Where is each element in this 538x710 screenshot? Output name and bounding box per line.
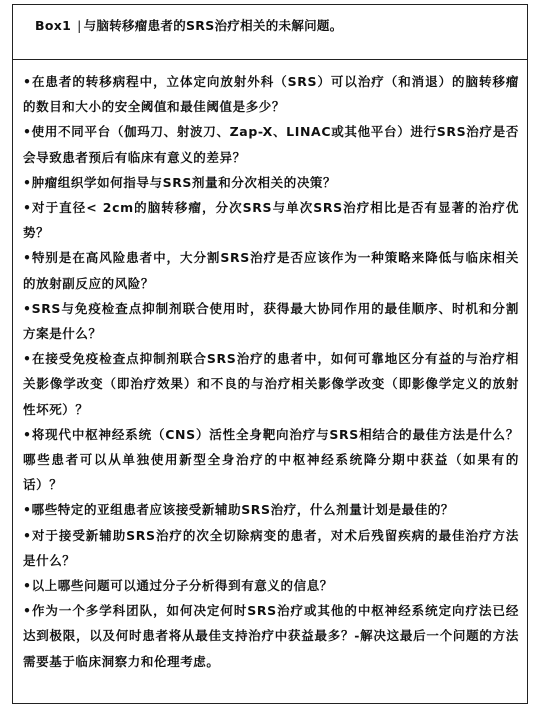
list-item: •SRS与免疫检查点抑制剂联合使用时，获得最大协同作用的最佳顺序、时机和分割方案是什么？	[23, 300, 519, 342]
box-separator: |	[77, 18, 82, 33]
list-item: •使用不同平台（伽玛刀、射波刀、Zap-X、LINAC或其他平台）进行SRS治疗是否会导致患者预后有临床有意义的差异？	[23, 124, 519, 165]
question-list	[13, 60, 527, 674]
list-item: •肿瘤组织学如何指导与SRS剂量和分次相关的决策？	[23, 174, 337, 190]
list-item: •将现代中枢神经系统（CNS）活性全身靶向治疗与SRS相结合的最佳方法是什么？哪些患者可以从单独使用新型全身治疗的中枢神经系统降分期中获益（如果有的话）？	[23, 426, 519, 493]
list-item: •在患者的转移病程中，立体定向放射外科（SRS）可以治疗（和消退）的脑转移瘤的数目和大小的安全阈值和最佳阈值是多少？	[23, 74, 519, 115]
box-label: Box1	[35, 18, 72, 33]
box-panel	[12, 4, 528, 704]
list-item: •对于直径< 2cm的脑转移瘤，分次SRS与单次SRS治疗相比是否有显著的治疗优势？	[23, 200, 519, 241]
box-title: 与脑转移瘤患者的SRS治疗相关的未解问题。	[83, 18, 343, 33]
list-item: •特别是在高风险患者中，大分割SRS治疗是否应该作为一种策略来降低与临床相关的放射副反应的风险？	[23, 250, 519, 291]
list-item: •在接受免疫检查点抑制剂联合SRS治疗的患者中，如何可靠地区分有益的与治疗相关影像学改变（即治疗效果）和不良的与治疗相关影像学改变（即影像学定义的放射性坏死）？	[23, 351, 519, 417]
list-item: •哪些特定的亚组患者应该接受新辅助SRS治疗，什么剂量计划是最佳的？	[23, 502, 455, 518]
list-item: •作为一个多学科团队，如何决定何时SRS治疗或其他的中枢神经系统定向疗法已经达到极限，以及何时患者将从最佳支持治疗中获益最多？-解决这最后一个问题的方法需要基于临床洞察力和伦理考虑。	[23, 603, 519, 669]
list-item: •对于接受新辅助SRS治疗的次全切除病变的患者，对术后残留疾病的最佳治疗方法是什么？	[23, 527, 519, 568]
list-item: •以上哪些问题可以通过分子分析得到有意义的信息？	[23, 578, 333, 594]
box-header	[13, 5, 527, 60]
